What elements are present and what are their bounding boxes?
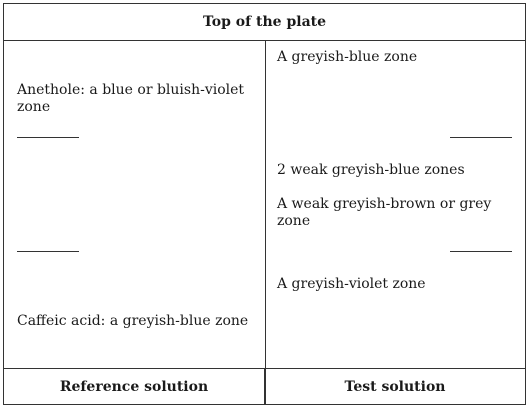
table-header: Top of the plate xyxy=(4,4,525,41)
table-footer xyxy=(4,368,525,404)
footer-reference-label: Reference solution xyxy=(4,369,265,404)
test-zone-weak-greyish-blue: 2 weak greyish-blue zones xyxy=(277,162,465,178)
reference-anethole-zone: Anethole: a blue or bluish-violet zone xyxy=(17,82,245,115)
reference-caffeic-zone: Caffeic acid: a greyish-blue zone xyxy=(17,313,249,329)
test-rule-upper xyxy=(450,137,512,138)
test-rule-lower xyxy=(450,251,512,252)
chromatogram-table xyxy=(3,3,526,405)
test-zone-greyish-blue: A greyish-blue zone xyxy=(277,49,418,65)
test-zone-greyish-violet: A greyish-violet zone xyxy=(277,276,426,292)
footer-test-label: Test solution xyxy=(344,378,446,395)
reference-rule-lower xyxy=(17,251,79,252)
test-zone-greyish-brown: A weak greyish-brown or grey zone xyxy=(277,196,492,229)
column-divider xyxy=(265,40,266,404)
reference-rule-upper xyxy=(17,137,79,138)
